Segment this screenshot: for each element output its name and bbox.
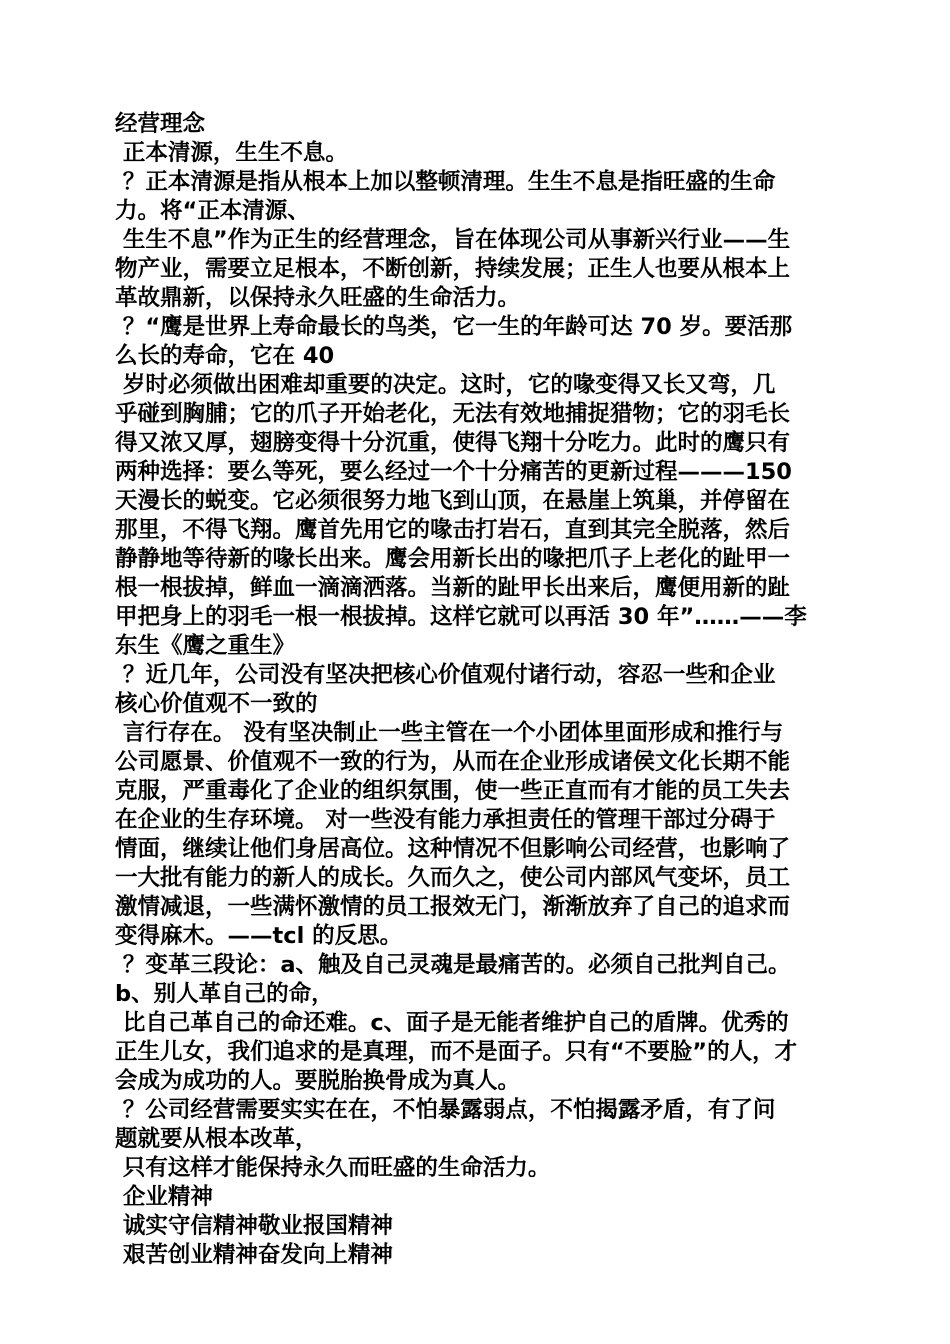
text-line: 岁时必须做出困难却重要的决定。这时，它的喙变得又长又弯，几 — [115, 372, 776, 398]
text-line: 会成为成功的人。要脱胎换骨成为真人。 — [115, 1068, 521, 1094]
text-line: 克服，严重毒化了企业的组织氛围，使一些正直而有才能的员工失去 — [115, 778, 791, 804]
text-line: 题就要从根本改革， — [115, 1126, 318, 1152]
text-line: ？公司经营需要实实在在，不怕暴露弱点，不怕揭露矛盾，有了问 — [115, 1097, 776, 1123]
text-line: 诚实守信精神敬业报国精神 — [115, 1213, 393, 1239]
text-line: 乎碰到胸脯；它的爪子开始老化，无法有效地捕捉猎物；它的羽毛长 — [115, 401, 791, 427]
text-line: 东生《鹰之重生》 — [115, 633, 296, 659]
text-line: 言行存在。 没有坚决制止一些主管在一个小团体里面形成和推行与 — [115, 720, 784, 746]
text-line: ？正本清源是指从根本上加以整顿清理。生生不息是指旺盛的生命 — [115, 169, 776, 195]
document-heading: 经营理念 — [115, 111, 206, 137]
text-line: 激情减退，一些满怀激情的员工报效无门，渐渐放弃了自己的追求而 — [115, 894, 791, 920]
text-line: 两种选择：要么等死，要么经过一个十分痛苦的更新过程———150 — [115, 459, 792, 485]
text-line: 比自己革自己的命还难。c、面子是无能者维护自己的盾牌。优秀的 — [115, 1010, 789, 1036]
text-line: 企业精神 — [115, 1184, 213, 1210]
text-line: 么长的寿命，它在 40 — [115, 343, 335, 369]
text-line: 情面，继续让他们身居高位。这种情况不但影响公司经营，也影响了 — [115, 836, 791, 862]
text-line: 得又浓又厚，翅膀变得十分沉重，使得飞翔十分吃力。此时的鹰只有 — [115, 430, 791, 456]
text-line: 那里，不得飞翔。鹰首先用它的喙击打岩石，直到其完全脱落，然后 — [115, 517, 791, 543]
text-line: ？“鹰是世界上寿命最长的鸟类，它一生的年龄可达 70 岁。要活那 — [115, 314, 793, 340]
text-line: 力。将“正本清源、 — [115, 198, 310, 224]
text-line: b、别人革自己的命， — [115, 981, 334, 1007]
text-line: ？近几年，公司没有坚决把核心价值观付诸行动，容忍一些和企业 — [115, 662, 776, 688]
text-line: 一大批有能力的新人的成长。久而久之，使公司内部风气变坏，员工 — [115, 865, 791, 891]
text-line: 物产业，需要立足根本，不断创新，持续发展；正生人也要从根本上 — [115, 256, 791, 282]
document-body — [115, 110, 840, 1270]
document-lines — [115, 139, 840, 1270]
text-line: 革故鼎新，以保持永久旺盛的生命活力。 — [115, 285, 521, 311]
text-line: 公司愿景、价值观不一致的行为，从而在企业形成诸侯文化长期不能 — [115, 749, 791, 775]
text-line: 正本清源，生生不息。 — [115, 140, 348, 166]
text-line: 核心价值观不一致的 — [115, 691, 318, 717]
text-line: 正生儿女，我们追求的是真理，而不是面子。只有“不要脸”的人，才 — [115, 1039, 798, 1065]
text-line: ？变革三段论：a、触及自己灵魂是最痛苦的。必须自己批判自己。 — [115, 952, 791, 978]
text-line: 变得麻木。——tcl 的反思。 — [115, 923, 403, 949]
text-line: 生生不息”作为正生的经营理念，旨在体现公司从事新兴行业——生 — [115, 227, 791, 253]
text-line: 只有这样才能保持永久而旺盛的生命活力。 — [115, 1155, 551, 1181]
text-line: 根一根拔掉，鲜血一滴滴洒落。当新的趾甲长出来后，鹰便用新的趾 — [115, 575, 791, 601]
text-line: 在企业的生存环境。 对一些没有能力承担责任的管理干部过分碍于 — [115, 807, 776, 833]
text-line: 静静地等待新的喙长出来。鹰会用新长出的喙把爪子上老化的趾甲一 — [115, 546, 791, 572]
text-line: 天漫长的蜕变。它必须很努力地飞到山顶，在悬崖上筑巢，并停留在 — [115, 488, 791, 514]
text-line: 艰苦创业精神奋发向上精神 — [115, 1242, 393, 1268]
text-line: 甲把身上的羽毛一根一根拔掉。这样它就可以再活 30 年”……——李 — [115, 604, 807, 630]
